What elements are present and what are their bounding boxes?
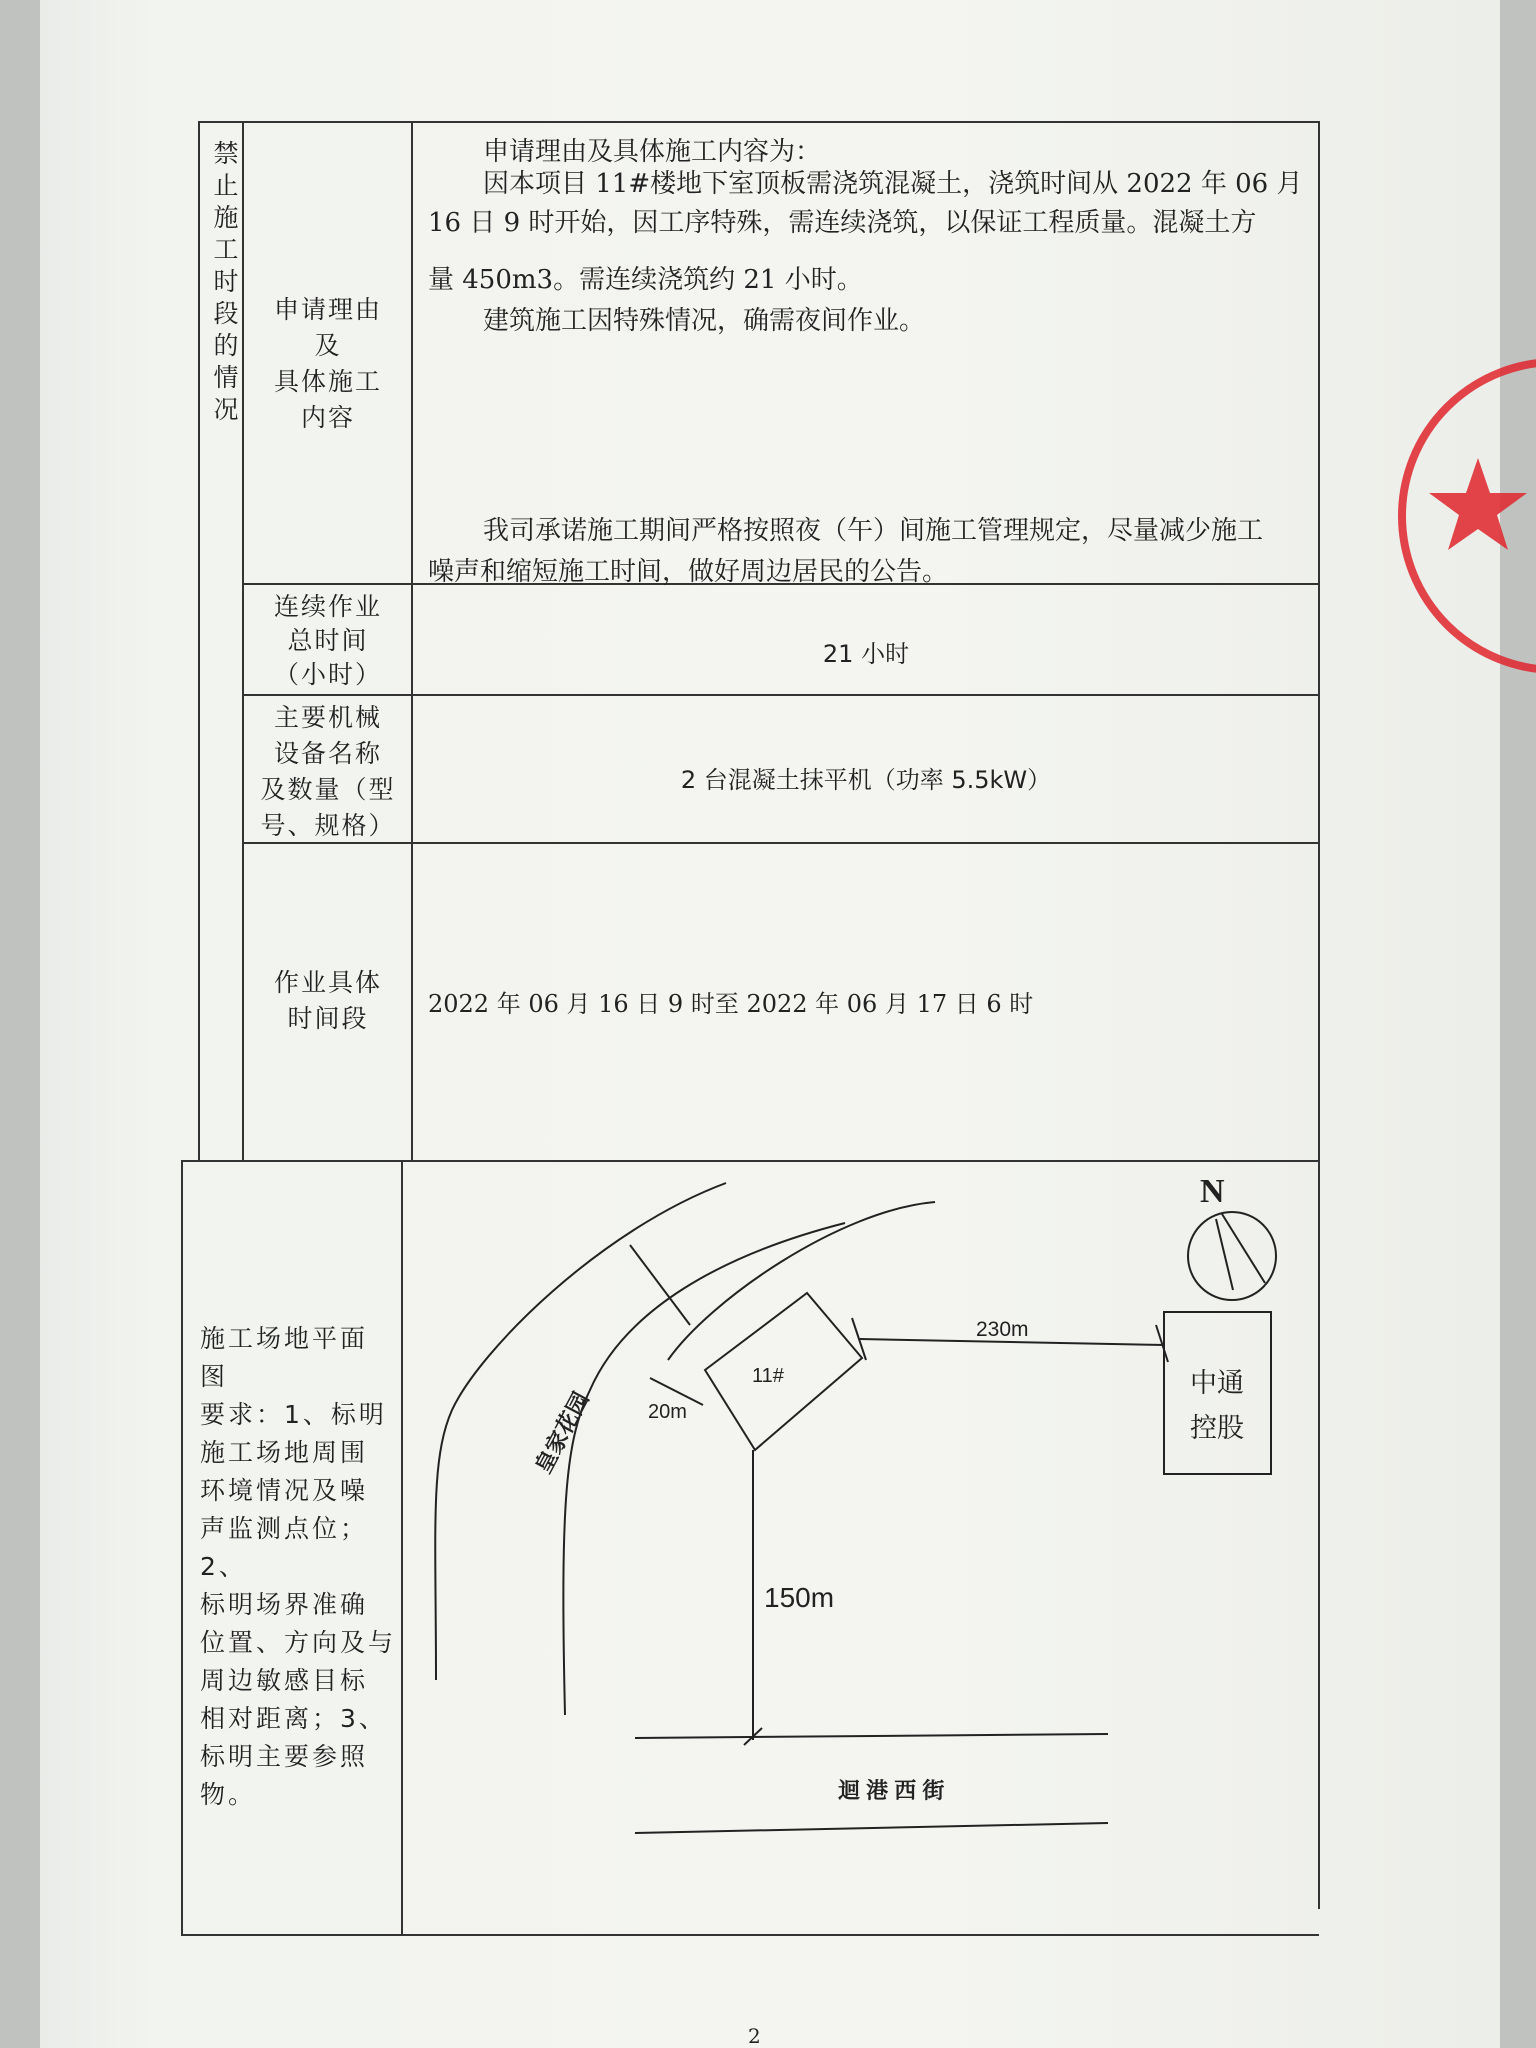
reason-para1-line3: 量 450m3。需连续浇筑约 21 小时。 [428,265,863,295]
page-number: 2 [748,2024,761,2048]
company-label-line2: 控股 [1190,1413,1244,1443]
reason-intro: 申请理由及具体施工内容为： [483,137,822,167]
tick-230-right [1156,1325,1168,1362]
reason-para1-line2: 16 日 9 时开始，因工序特殊，需连续浇筑，以保证工程质量。混凝土方 [428,208,1257,238]
garden-connector [630,1245,690,1325]
promise-line1: 我司承诺施工期间严格按照夜（午）间施工管理规定，尽量减少施工 [483,516,1264,546]
reason-para1-line1: 因本项目 11#楼地下室顶板需浇筑混凝土，浇筑时间从 2022 年 06 月 [483,169,1303,199]
distance-150-label: 150m [764,1582,835,1613]
building-label: 11# [752,1365,784,1387]
road-south-bottom [635,1823,1108,1833]
company-label-line1: 中通 [1190,1368,1244,1398]
promise-line2: 噪声和缩短施工时间，做好周边居民的公告。 [428,557,949,587]
machinery-label: 主要机械 设备名称 及数量（型 号、规格） [260,703,396,840]
distance-20-label: 20m [648,1401,687,1423]
duration-label: 连续作业 总时间 （小时） [273,592,382,689]
reason-para2: 建筑施工因特殊情况，确需夜间作业。 [483,306,926,336]
duration-value: 21 小时 [822,640,910,668]
compass-needle-1 [1216,1219,1233,1290]
north-label: N [1200,1173,1225,1210]
site-plan-requirements: 施工场地平面 图 要求：1、标明 施工场地周围 环境情况及噪 声监测点位；2、 标明场界准确 位置、方向及与 周边敏感目标 相对距离；3、 标明主要参照 物。 [200,1324,397,1809]
period-value: 2022 年 06 月 16 日 9 时至 2022 年 06 月 17 日 6 时 [428,990,1034,1018]
forbidden-period-label: 禁 止 施 工 时 段 的 情 况 [213,139,239,424]
distance-230-label: 230m [976,1318,1029,1341]
reason-label: 申请理由 及 具体施工 内容 [273,295,382,432]
road-arc-outer [435,1183,726,1680]
company-seal-stamp [1398,358,1536,674]
road-south-top [635,1734,1108,1738]
garden-road-label: 皇家花园 [530,1387,594,1478]
machinery-value: 2 台混凝土抹平机（功率 5.5kW） [680,766,1052,794]
road-arc-inner [668,1202,935,1360]
star-icon [1398,358,1536,658]
south-road-label: 迴 港 西 街 [838,1778,945,1803]
period-label: 作业具体 时间段 [273,968,382,1033]
